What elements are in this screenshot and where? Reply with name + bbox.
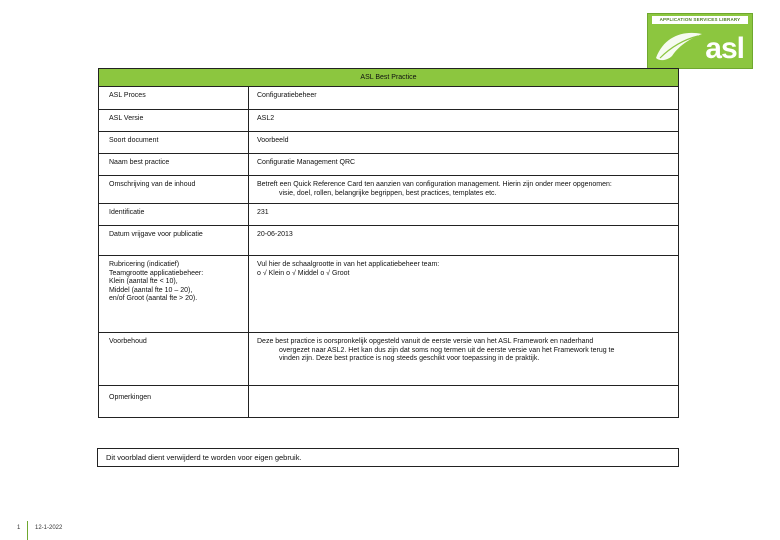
- logo-text: asl: [705, 32, 744, 65]
- table-row: [99, 256, 678, 333]
- page-number: 1: [17, 525, 21, 531]
- label-line: Rubricering (indicatief): [109, 261, 180, 268]
- value-line: Betreft een Quick Reference Card ten aanzien van configuration management. Hierin zijn onder meer opgenomen:: [257, 181, 612, 188]
- label-line: Klein (aantal fte < 10),: [109, 278, 178, 285]
- row-value: [249, 176, 678, 203]
- value-line: Vul hier de schaalgrootte in van het applicatiebeheer team:: [257, 261, 440, 268]
- row-value: 231: [257, 209, 269, 216]
- best-practice-table: [98, 68, 679, 418]
- row-label: Opmerkingen: [99, 386, 249, 418]
- row-label: [99, 256, 249, 332]
- row-value: ASL2: [257, 115, 275, 122]
- note-box: Dit voorblad dient verwijderd te worden voor eigen gebruik.: [97, 448, 679, 467]
- row-value: Configuratiebeheer: [257, 92, 317, 99]
- leaf-icon: [654, 28, 704, 64]
- value-line: vinden zijn. Deze best practice is nog steeds geschikt voor toepassing in de praktijk.: [279, 355, 540, 362]
- row-label: Soort document: [99, 132, 249, 153]
- value-line: overgezet naar ASL2. Het kan dus zijn dat soms nog termen uit de eerste versie van het Framework terug te: [279, 346, 615, 354]
- row-label: Voorbehoud: [99, 333, 249, 385]
- table-row: [99, 87, 678, 110]
- table-row: [99, 333, 678, 386]
- row-label: ASL Proces: [99, 87, 249, 109]
- row-value: [249, 333, 678, 385]
- value-line: visie, doel, rollen, belangrijke begrippen, best practices, templates etc.: [279, 189, 497, 197]
- label-line: Teamgrootte applicatiebeheer:: [109, 269, 204, 277]
- label-line: Middel (aantal fte 10 – 20),: [109, 286, 193, 294]
- row-value: 20-06-2013: [257, 231, 293, 238]
- footer-date: 12-1-2022: [35, 525, 63, 531]
- table-row: [99, 204, 678, 226]
- row-label: Omschrijving van de inhoud: [99, 176, 249, 203]
- table-row: [99, 226, 678, 256]
- asl-logo: [647, 13, 753, 69]
- row-label: Datum vrijgave voor publicatie: [99, 226, 249, 255]
- label-line: en/of Groot (aantal fte > 20).: [109, 295, 198, 302]
- table-row: [99, 132, 678, 154]
- logo-banner: APPLICATION SERVICES LIBRARY: [652, 16, 748, 24]
- row-value: Voorbeeld: [257, 137, 289, 144]
- row-value: Configuratie Management QRC: [257, 159, 356, 166]
- row-label: Identificatie: [99, 204, 249, 225]
- footer-divider: [27, 521, 28, 540]
- row-label: ASL Versie: [99, 110, 249, 131]
- table-row: [99, 154, 678, 176]
- table-row: [99, 386, 678, 418]
- table-row: [99, 176, 678, 204]
- table-title: ASL Best Practice: [99, 69, 678, 87]
- row-value: [249, 256, 678, 332]
- team-size-options: o √ Klein o √ Middel o √ Groot: [257, 269, 350, 277]
- slide-footer: [0, 521, 780, 540]
- value-line: Deze best practice is oorspronkelijk opgesteld vanuit de eerste versie van het ASL Framework en naderhand: [257, 338, 594, 345]
- row-label: Naam best practice: [99, 154, 249, 175]
- row-value: [249, 386, 678, 418]
- table-row: [99, 110, 678, 132]
